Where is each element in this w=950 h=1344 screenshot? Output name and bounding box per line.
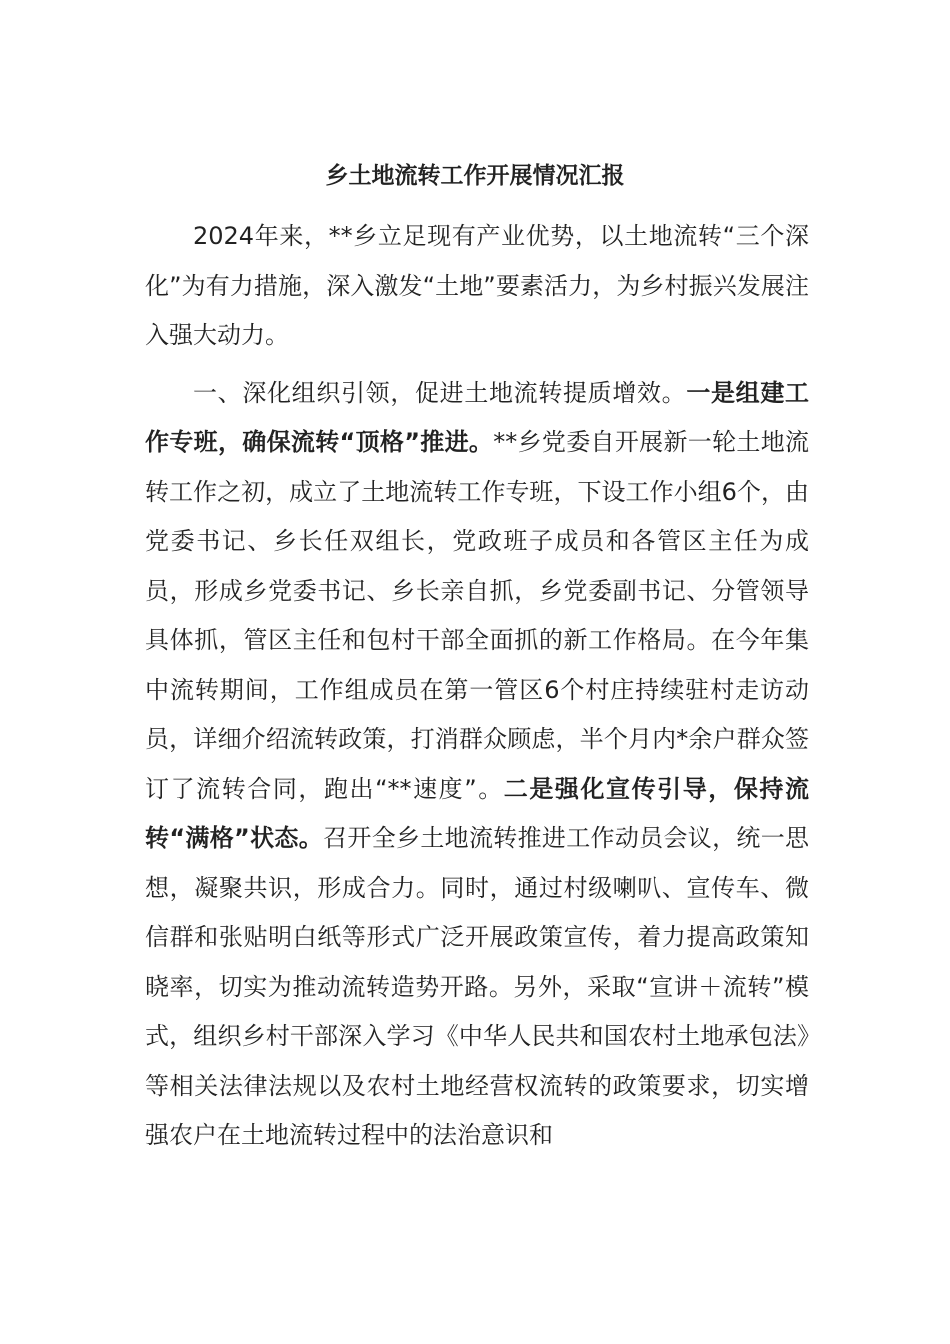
- point-1-title: 一是组建工作专班，确保流转“顶格”推进。: [145, 378, 810, 456]
- document-body: [145, 212, 809, 1161]
- point-2-text: 召开全乡土地流转推进工作动员会议，统一思想，凝聚共识，形成合力。同时，通过村级喇叭、宣传车、微信群和张贴明白纸等形式广泛开展政策宣传，着力提高政策知晓率，切实为推动流转造势开路。另外，采取“宣讲＋流转”模式，组织乡村干部深入学习《中华人民共和国农村土地承包法》等相关法律法规以及农村土地经营权流转的政策要求，切实增强农户在土地流转过程中的法治意识和: [145, 824, 810, 1149]
- intro-paragraph: 2024年来，**乡立足现有产业优势，以土地流转“三个深化”为有力措施，深入激发“土地”要素活力，为乡村振兴发展注入强大动力。: [145, 222, 809, 349]
- document-title: 乡土地流转工作开展情况汇报: [325, 163, 625, 189]
- point-2-title: 二是强化宣传引导，保持流转“满格”状态。: [145, 774, 809, 852]
- point-1-text: **乡党委自开展新一轮土地流转工作之初，成立了土地流转工作专班，下设工作小组6个，由党委书记、乡长任双组长，党政班子成员和各管区主任为成员，形成乡党委书记、乡长亲自抓，乡党委副书记、分管领导具体抓，管区主任和包村干部全面抓的新工作格局。在今年集中流转期间，工作组成员在第一管区6个村庄持续驻村走访动员，详细介绍流转政策，打消群众顾虑，半个月内*余户群众签订了流转合同，跑出“**速度”。: [145, 428, 810, 803]
- section-1-paragraph: [145, 369, 809, 1161]
- section-1-heading: 一、深化组织引领，促进土地流转提质增效。: [193, 378, 687, 407]
